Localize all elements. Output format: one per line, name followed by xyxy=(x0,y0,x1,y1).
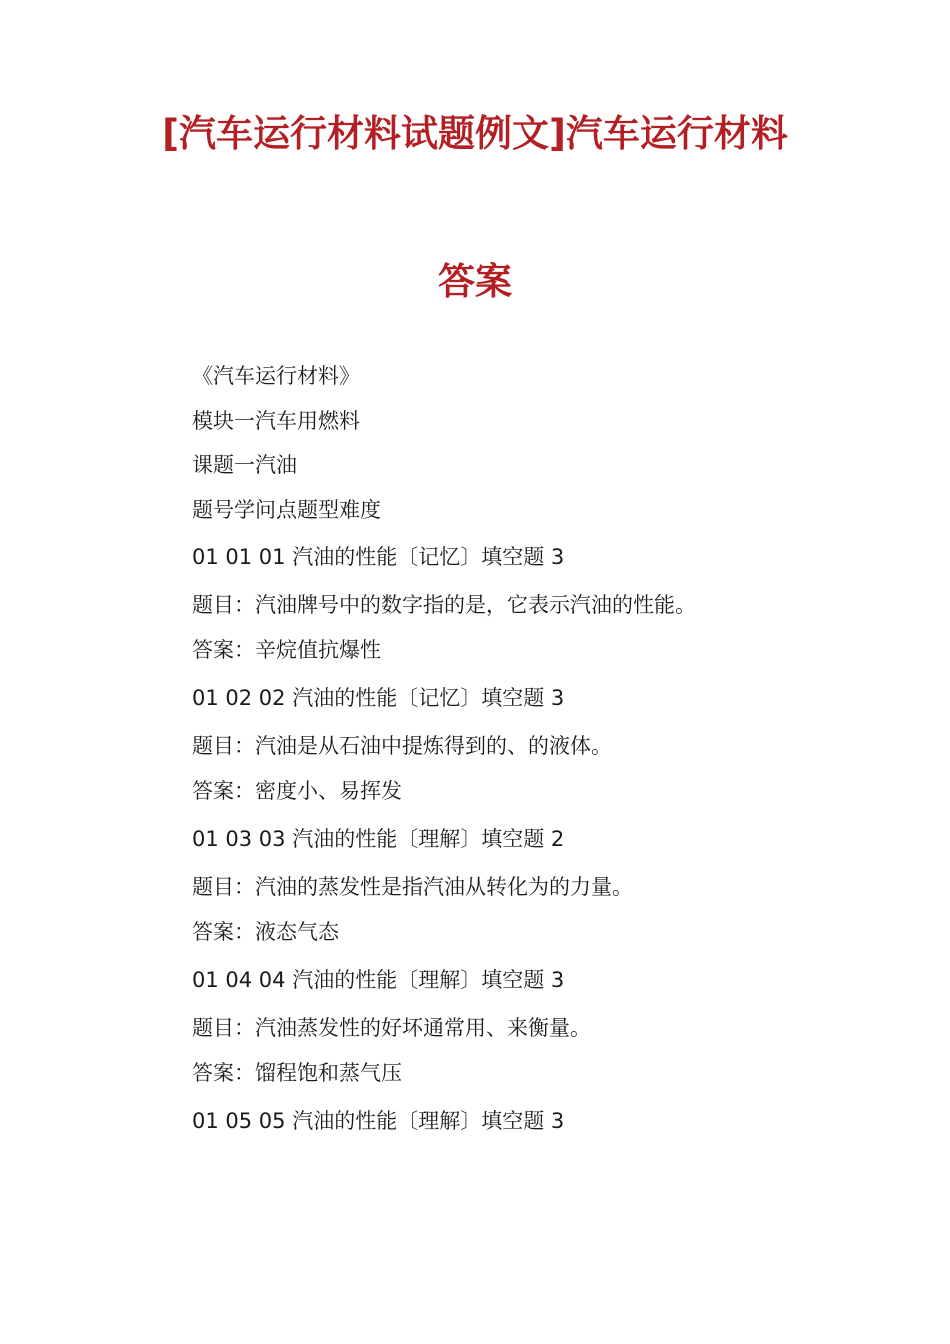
answer-text: 答案：液态气态 xyxy=(192,920,339,944)
question-code-line: 01 02 02 汽油的性能〔记忆〕填空题 3 xyxy=(192,686,565,710)
answer-text: 答案：密度小、易挥发 xyxy=(192,779,402,803)
question-text: 题目：汽油蒸发性的好坏通常用、来衡量。 xyxy=(192,1016,591,1040)
question-code-line: 01 03 03 汽油的性能〔理解〕填空题 2 xyxy=(192,827,565,851)
question-text: 题目：汽油是从石油中提炼得到的、的液体。 xyxy=(192,734,612,758)
answer-text: 答案：辛烷值抗爆性 xyxy=(192,638,381,662)
text-line: 题号学问点题型难度 xyxy=(192,497,381,522)
text-line: 模块一汽车用燃料 xyxy=(192,408,360,433)
answer-text: 答案：馏程饱和蒸气压 xyxy=(192,1061,402,1085)
text-line: 课题一汽油 xyxy=(192,453,297,477)
question-code-line: 01 04 04 汽油的性能〔理解〕填空题 3 xyxy=(192,968,565,992)
question-code-line: 01 01 01 汽油的性能〔记忆〕填空题 3 xyxy=(192,545,565,569)
question-text: 题目：汽油牌号中的数字指的是，它表示汽油的性能。 xyxy=(192,593,696,617)
document-body xyxy=(192,354,812,1147)
question-text: 题目：汽油的蒸发性是指汽油从转化为的力量。 xyxy=(192,875,633,899)
document-title: [汽车运行材料试题例文]汽车运行材料 xyxy=(162,112,788,155)
question-code-line: 01 05 05 汽油的性能〔理解〕填空题 3 xyxy=(192,1109,565,1133)
document-subtitle: 答案 xyxy=(438,260,512,303)
text-line: 《汽车运行材料》 xyxy=(192,364,360,388)
